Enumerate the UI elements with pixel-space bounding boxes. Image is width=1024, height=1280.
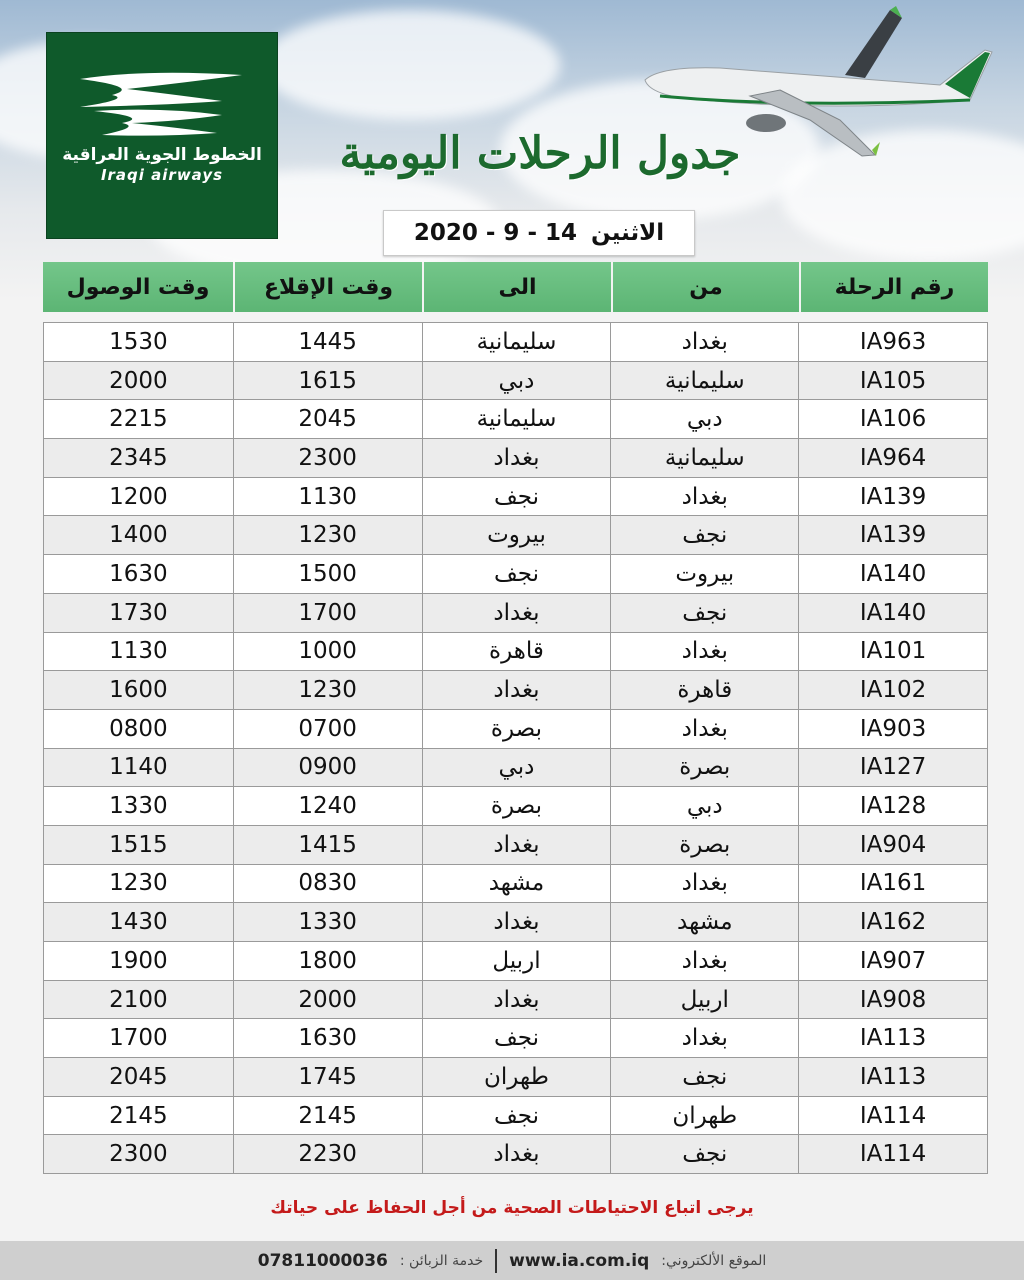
departure-time-cell: 2300	[233, 439, 422, 478]
arrival-time-cell: 1230	[44, 864, 234, 903]
table-row	[44, 1096, 988, 1135]
destination-cell: بغداد	[422, 903, 611, 942]
departure-time-cell: 0900	[233, 748, 422, 787]
footer-separator	[495, 1249, 497, 1273]
destination-cell: سليمانية	[422, 323, 611, 362]
flight-number-cell: IA908	[799, 980, 988, 1019]
header-arrival: وقت الوصول	[43, 262, 233, 312]
destination-cell: قاهرة	[422, 632, 611, 671]
flight-number-cell: IA963	[799, 323, 988, 362]
origin-cell: نجف	[611, 1135, 799, 1174]
table-row	[44, 709, 988, 748]
destination-cell: بغداد	[422, 980, 611, 1019]
destination-cell: طهران	[422, 1058, 611, 1097]
origin-cell: قاهرة	[611, 671, 799, 710]
flights-table	[43, 322, 988, 1174]
departure-time-cell: 2045	[233, 400, 422, 439]
logo-arabic-name: الخطوط الجوية العراقية	[62, 145, 262, 165]
arrival-time-cell: 1400	[44, 516, 234, 555]
health-notice: يرجى اتباع الاحتياطات الصحية من أجل الحفاظ على حياتك	[270, 1198, 754, 1218]
flight-number-cell: IA114	[799, 1096, 988, 1135]
arrival-time-cell: 1600	[44, 671, 234, 710]
origin-cell: بغداد	[611, 323, 799, 362]
destination-cell: اربيل	[422, 942, 611, 981]
arrival-time-cell: 2300	[44, 1135, 234, 1174]
flight-number-cell: IA113	[799, 1019, 988, 1058]
table-row	[44, 439, 988, 478]
destination-cell: دبي	[422, 748, 611, 787]
departure-time-cell: 1745	[233, 1058, 422, 1097]
footer	[0, 1241, 1024, 1280]
departure-time-cell: 1240	[233, 787, 422, 826]
destination-cell: نجف	[422, 555, 611, 594]
flight-number-cell: IA102	[799, 671, 988, 710]
flight-number-cell: IA113	[799, 1058, 988, 1097]
table-row	[44, 400, 988, 439]
departure-time-cell: 1800	[233, 942, 422, 981]
arrival-time-cell: 1900	[44, 942, 234, 981]
arrival-time-cell: 1515	[44, 825, 234, 864]
date-value: 2020 - 9 - 14	[413, 220, 578, 246]
table-row	[44, 477, 988, 516]
destination-cell: بصرة	[422, 709, 611, 748]
arrival-time-cell: 2345	[44, 439, 234, 478]
page-title: جدول الرحلات اليومية	[339, 128, 741, 179]
flight-number-cell: IA114	[799, 1135, 988, 1174]
customer-service-label: خدمة الزبائن :	[399, 1252, 484, 1269]
origin-cell: بغداد	[611, 477, 799, 516]
table-row	[44, 980, 988, 1019]
website-label: الموقع الألكتروني:	[661, 1252, 767, 1269]
destination-cell: بغداد	[422, 825, 611, 864]
destination-cell: بصرة	[422, 787, 611, 826]
destination-cell: نجف	[422, 1096, 611, 1135]
flight-number-cell: IA139	[799, 516, 988, 555]
departure-time-cell: 2000	[233, 980, 422, 1019]
airline-logo	[46, 32, 278, 239]
date-box	[383, 210, 695, 256]
table-row	[44, 748, 988, 787]
arrival-time-cell: 1130	[44, 632, 234, 671]
departure-time-cell: 2230	[233, 1135, 422, 1174]
origin-cell: بغداد	[611, 632, 799, 671]
origin-cell: بغداد	[611, 942, 799, 981]
origin-cell: بغداد	[611, 709, 799, 748]
departure-time-cell: 2145	[233, 1096, 422, 1135]
flight-number-cell: IA139	[799, 477, 988, 516]
destination-cell: بغداد	[422, 439, 611, 478]
table-header	[43, 262, 988, 312]
origin-cell: طهران	[611, 1096, 799, 1135]
destination-cell: بغداد	[422, 671, 611, 710]
flight-number-cell: IA161	[799, 864, 988, 903]
departure-time-cell: 0830	[233, 864, 422, 903]
origin-cell: اربيل	[611, 980, 799, 1019]
table-row	[44, 671, 988, 710]
arrival-time-cell: 1330	[44, 787, 234, 826]
table-row	[44, 555, 988, 594]
origin-cell: مشهد	[611, 903, 799, 942]
table-row	[44, 632, 988, 671]
flight-number-cell: IA128	[799, 787, 988, 826]
flight-number-cell: IA105	[799, 361, 988, 400]
table-row	[44, 787, 988, 826]
arrival-time-cell: 1430	[44, 903, 234, 942]
departure-time-cell: 1630	[233, 1019, 422, 1058]
arrival-time-cell: 2000	[44, 361, 234, 400]
departure-time-cell: 1330	[233, 903, 422, 942]
day-name: الاثنين	[591, 220, 665, 246]
flight-number-cell: IA101	[799, 632, 988, 671]
flight-number-cell: IA106	[799, 400, 988, 439]
arrival-time-cell: 0800	[44, 709, 234, 748]
destination-cell: بغداد	[422, 1135, 611, 1174]
flight-number-cell: IA162	[799, 903, 988, 942]
airline-logo-icon	[72, 71, 252, 141]
destination-cell: دبي	[422, 361, 611, 400]
arrival-time-cell: 1730	[44, 593, 234, 632]
arrival-time-cell: 1630	[44, 555, 234, 594]
departure-time-cell: 1700	[233, 593, 422, 632]
website-link[interactable]: www.ia.com.iq	[509, 1250, 650, 1271]
table-row	[44, 361, 988, 400]
table-row	[44, 864, 988, 903]
flight-number-cell: IA903	[799, 709, 988, 748]
logo-english-name: Iraqi airways	[100, 166, 224, 184]
arrival-time-cell: 1530	[44, 323, 234, 362]
header-from: من	[611, 262, 799, 312]
header-departure: وقت الإقلاع	[233, 262, 422, 312]
departure-time-cell: 1415	[233, 825, 422, 864]
destination-cell: نجف	[422, 477, 611, 516]
departure-time-cell: 1000	[233, 632, 422, 671]
table-row	[44, 593, 988, 632]
departure-time-cell: 1130	[233, 477, 422, 516]
origin-cell: بيروت	[611, 555, 799, 594]
arrival-time-cell: 2100	[44, 980, 234, 1019]
departure-time-cell: 0700	[233, 709, 422, 748]
destination-cell: بيروت	[422, 516, 611, 555]
origin-cell: دبي	[611, 400, 799, 439]
arrival-time-cell: 1200	[44, 477, 234, 516]
origin-cell: سليمانية	[611, 439, 799, 478]
table-row	[44, 1135, 988, 1174]
departure-time-cell: 1445	[233, 323, 422, 362]
flight-number-cell: IA140	[799, 593, 988, 632]
cloud	[260, 10, 560, 120]
arrival-time-cell: 1140	[44, 748, 234, 787]
customer-service-phone[interactable]: 07811000036	[257, 1250, 388, 1271]
origin-cell: نجف	[611, 593, 799, 632]
table-row	[44, 825, 988, 864]
destination-cell: نجف	[422, 1019, 611, 1058]
destination-cell: بغداد	[422, 593, 611, 632]
origin-cell: سليمانية	[611, 361, 799, 400]
origin-cell: نجف	[611, 516, 799, 555]
flight-number-cell: IA127	[799, 748, 988, 787]
header-to: الى	[422, 262, 611, 312]
origin-cell: بغداد	[611, 1019, 799, 1058]
departure-time-cell: 1615	[233, 361, 422, 400]
origin-cell: دبي	[611, 787, 799, 826]
arrival-time-cell: 2045	[44, 1058, 234, 1097]
header-flight: رقم الرحلة	[799, 262, 988, 312]
table-row	[44, 323, 988, 362]
arrival-time-cell: 2145	[44, 1096, 234, 1135]
arrival-time-cell: 1700	[44, 1019, 234, 1058]
departure-time-cell: 1500	[233, 555, 422, 594]
table-row	[44, 1019, 988, 1058]
table-row	[44, 1058, 988, 1097]
flight-number-cell: IA140	[799, 555, 988, 594]
departure-time-cell: 1230	[233, 671, 422, 710]
arrival-time-cell: 2215	[44, 400, 234, 439]
origin-cell: نجف	[611, 1058, 799, 1097]
destination-cell: سليمانية	[422, 400, 611, 439]
origin-cell: بصرة	[611, 748, 799, 787]
table-row	[44, 903, 988, 942]
table-row	[44, 516, 988, 555]
origin-cell: بغداد	[611, 864, 799, 903]
origin-cell: بصرة	[611, 825, 799, 864]
departure-time-cell: 1230	[233, 516, 422, 555]
destination-cell: مشهد	[422, 864, 611, 903]
flight-number-cell: IA904	[799, 825, 988, 864]
table-row	[44, 942, 988, 981]
flight-number-cell: IA964	[799, 439, 988, 478]
flight-number-cell: IA907	[799, 942, 988, 981]
